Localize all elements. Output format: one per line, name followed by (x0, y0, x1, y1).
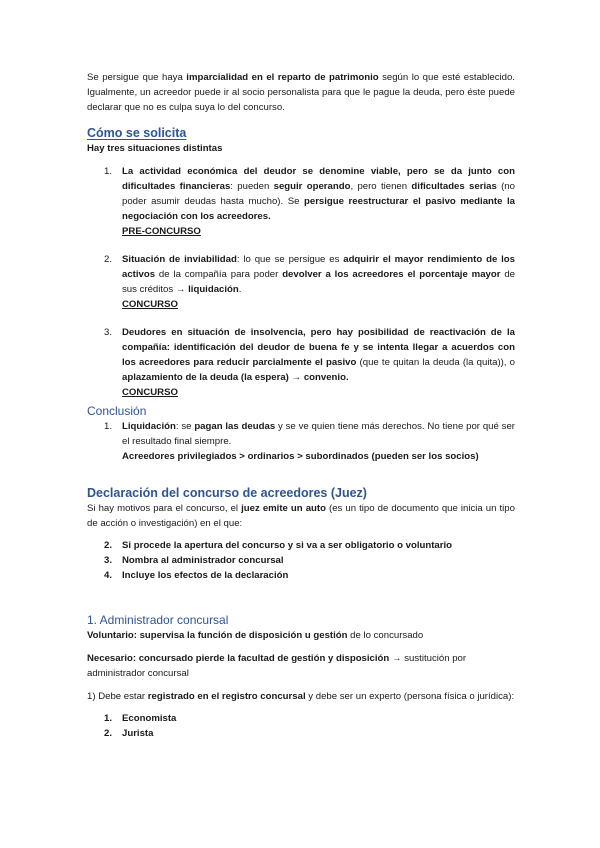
situation-item-3: 3. Deudores en situación de insolvencia, pero hay posibilidad de reactivación de la compañía: identificación del deudor de buena fe y se intenta llegar a acuerdos con los acreedores para reducir parcialmente el pasivo (que te quitan la deuda (la quita)), o aplazamiento de la deuda (la espera) → convenio. CONCURSO (104, 327, 515, 398)
item-number: 2. (104, 254, 113, 265)
experto-item-jurista: 2. Jurista (104, 728, 154, 739)
administrador-heading: 1. Administrador concursal (87, 613, 229, 627)
concurso-tag: CONCURSO (122, 299, 178, 310)
necesario-paragraph: Necesario: concursado pierde la facultad de gestión y disposición → sustitución por administrador concursal (87, 653, 467, 679)
concurso-tag: CONCURSO (122, 387, 178, 398)
conclusion-item-1: 1. Liquidación: se pagan las deudas y se ve quien tiene más derechos. No tiene por qué ser el resultado final siempre. Acreedores privilegiados > ordinarios > subordinados (pueden ser los socios) (104, 421, 515, 462)
declaracion-paragraph: Si hay motivos para el concurso, el juez emite un auto (es un tipo de documento que inicia un tipo de acción o investigación) en el que: (87, 503, 515, 529)
pre-concurso-tag: PRE-CONCURSO (122, 226, 201, 237)
declaracion-heading: Declaración del concurso de acreedores (Juez) (87, 486, 367, 500)
item-number: 3. (104, 327, 113, 338)
declaracion-item-3: 3. Nombra al administrador concursal (104, 555, 284, 566)
situation-item-1: 1. La actividad económica del deudor se denomine viable, pero se da junto con dificultades financieras: pueden seguir operando, pero tienen dificultades serias (no poder asumir deudas hasta mucho). Se persigue reestructurar el pasivo mediante la negociación con los acreedores. PRE-CONCURSO (104, 166, 515, 237)
conclusion-heading: Conclusión (87, 404, 147, 418)
registro-line: 1) Debe estar registrado en el registro concursal y debe ser un experto (persona física o jurídica): (87, 691, 515, 702)
declaracion-item-2: 2. Si procede la apertura del concurso y si va a ser obligatorio o voluntario (104, 540, 453, 551)
acreedores-ranking: Acreedores privilegiados > ordinarios > subordinados (pueden ser los socios) (122, 451, 479, 462)
item-number: 1. (104, 166, 113, 177)
como-se-solicita-heading: Cómo se solicita (87, 126, 187, 140)
intro-paragraph: Se persigue que haya imparcialidad en el reparto de patrimonio según lo que esté establecido. Igualmente, un acreedor puede ir al socio personalista para que le pague la deuda, pero éste puede declarar que no es culpa suya lo del concurso. (87, 72, 515, 113)
voluntario-line: Voluntario: supervisa la función de disposición u gestión de lo concursado (87, 630, 424, 641)
como-subtitle: Hay tres situaciones distintas (87, 143, 223, 154)
item-number: 1. (104, 421, 113, 432)
declaracion-item-4: 4. Incluye los efectos de la declaración (104, 570, 289, 581)
document-page (87, 70, 515, 741)
experto-item-economista: 1. Economista (104, 713, 177, 724)
situation-item-2: 2. Situación de inviabilidad: lo que se persigue es adquirir el mayor rendimiento de los activos de la compañía para poder devolver a los acreedores el porcentaje mayor de sus créditos → liquidación. CONCURSO (104, 254, 515, 310)
